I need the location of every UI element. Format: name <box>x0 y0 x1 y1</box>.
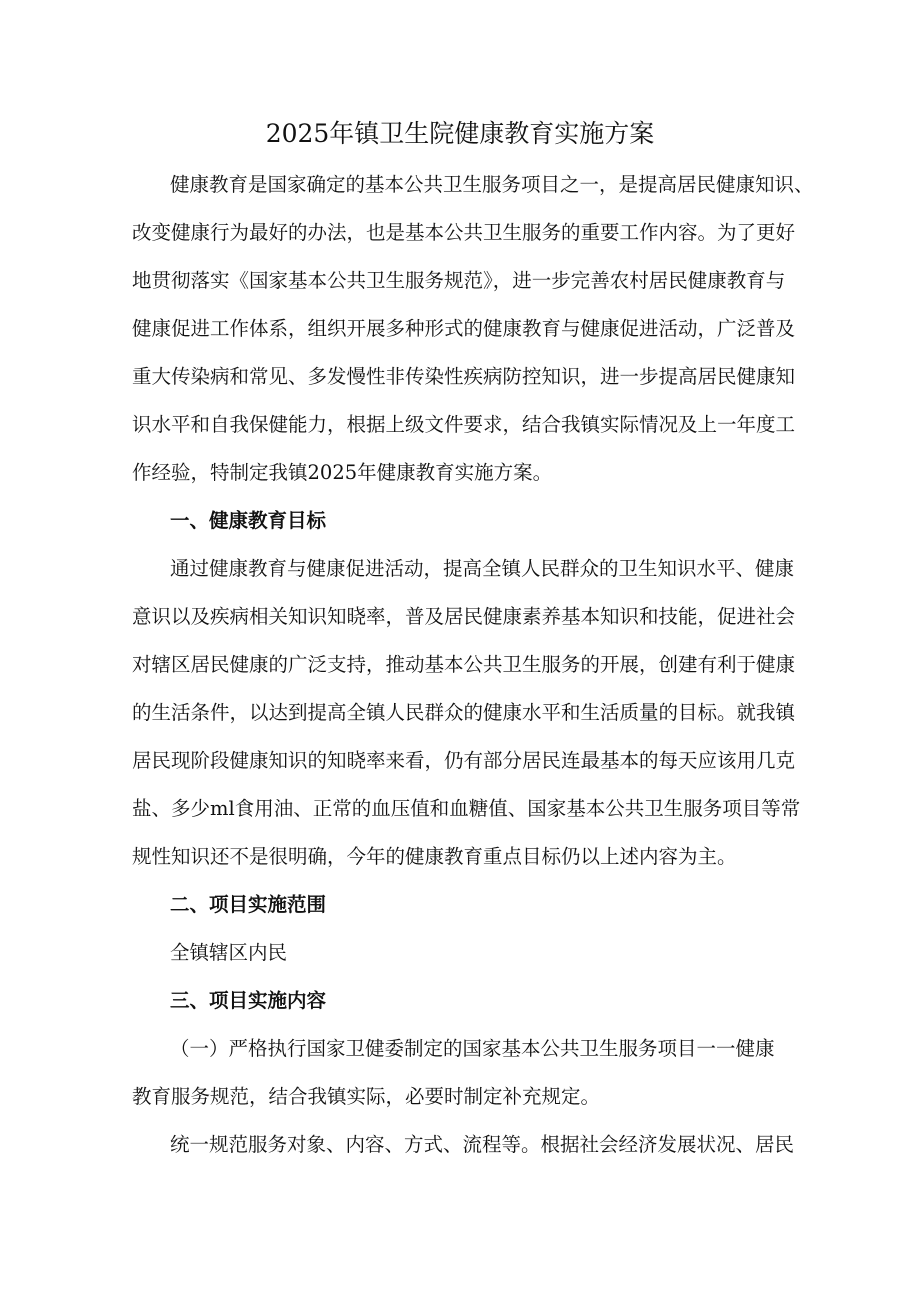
intro-line-2: 改变健康行为最好的办法，也是基本公共卫生服务的重要工作内容。为了更好 <box>132 221 796 244</box>
intro-line-3: 地贯彻落实《国家基本公共卫生服务规范》，进一步完善农村居民健康教育与 <box>132 269 786 292</box>
section2-heading: 二、项目实施范围 <box>170 893 327 916</box>
intro-line-1: 健康教育是国家确定的基本公共卫生服务项目之一，是提高居民健康知识、 <box>170 173 814 196</box>
intro-line-5: 重大传染病和常见、多发慢性非传染性疾病防控知识，进一步提高居民健康知 <box>132 365 796 388</box>
intro-line-7: 作经验，特制定我镇2025年健康教育实施方案。 <box>132 461 553 484</box>
intro-line-4: 健康促进工作体系，组织开展多种形式的健康教育与健康促进活动，广泛普及 <box>132 317 796 340</box>
document-title: 2025年镇卫生院健康教育实施方案 <box>265 119 655 148</box>
section3-line-1: （一）严格执行国家卫健委制定的国家基本公共卫生服务项目一一健康 <box>170 1037 775 1060</box>
section1-line-7: 规性知识还不是很明确，今年的健康教育重点目标仍以上述内容为主。 <box>132 845 737 868</box>
intro-line-6: 识水平和自我保健能力，根据上级文件要求，结合我镇实际情况及上一年度工 <box>132 413 796 436</box>
section1-line-3: 对辖区居民健康的广泛支持，推动基本公共卫生服务的开展，创建有利于健康 <box>132 653 796 676</box>
section1-line-4: 的生活条件，以达到提高全镇人民群众的健康水平和生活质量的目标。就我镇 <box>132 701 796 724</box>
section1-line-5: 居民现阶段健康知识的知晓率来看，仍有部分居民连最基本的每天应该用几克 <box>132 749 796 772</box>
section1-line-6: 盐、多少ml食用油、正常的血压值和血糖值、国家基本公共卫生服务项目等常 <box>132 797 801 820</box>
section3-line-3: 统一规范服务对象、内容、方式、流程等。根据社会经济发展状况、居民 <box>170 1133 795 1156</box>
section2-line-1: 全镇辖区内民 <box>170 941 288 964</box>
section3-heading: 三、项目实施内容 <box>170 989 327 1012</box>
section3-line-2: 教育服务规范，结合我镇实际，必要时制定补充规定。 <box>132 1085 601 1108</box>
section1-heading: 一、健康教育目标 <box>170 509 327 532</box>
section1-line-2: 意识以及疾病相关知识知晓率，普及居民健康素养基本知识和技能，促进社会 <box>132 605 796 628</box>
section1-line-1: 通过健康教育与健康促进活动，提高全镇人民群众的卫生知识水平、健康 <box>170 557 795 580</box>
